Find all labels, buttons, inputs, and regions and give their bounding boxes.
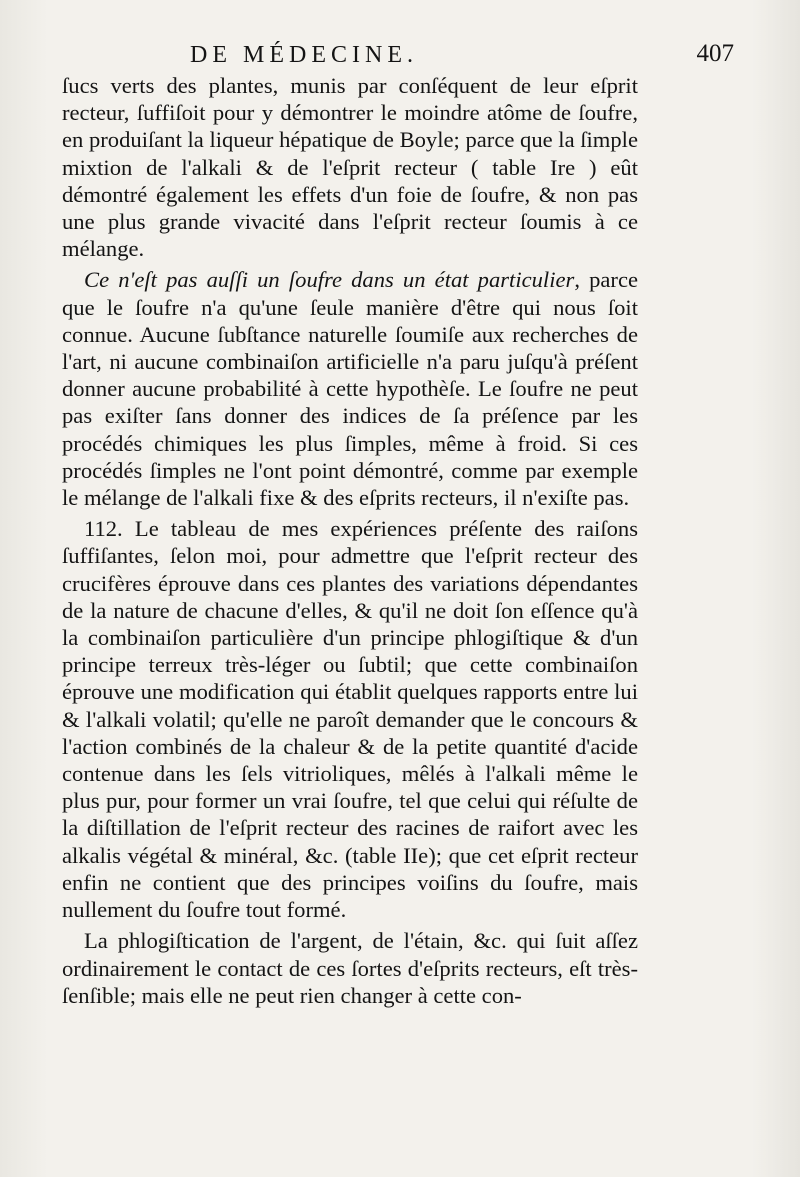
paragraph-1: ſucs verts des plantes, munis par conſéquent de leur eſprit recteur, ſuffiſoit pour y démontrer le moindre atôme de ſoufre, en produiſant la liqueur hépatique de Boyle; parce que la ſimple mixtion de l'alkali & de l'eſprit recteur ( table Ire ) eût démontré également les effets d'un foie de ſoufre, & non pas une plus grande vivacité dans l'eſprit recteur ſoumis à ce mélange. <box>62 73 638 262</box>
paragraph-2-italic-lead: Ce n'eſt pas auſſi un ſoufre dans un état particulier <box>84 267 575 293</box>
paragraph-4: La phlogiſtication de l'argent, de l'étain, &c. qui ſuit aſſez ordinairement le contact de ces ſortes d'eſprits recteurs, eſt très-ſenſible; mais elle ne peut rien changer à cette con- <box>62 928 638 1008</box>
page-number: 407 <box>696 40 734 67</box>
paragraph-2 <box>62 266 638 511</box>
running-title: DE MÉDECINE. <box>190 42 418 68</box>
paragraph-3: 112. Le tableau de mes expériences préſente des raiſons ſuffiſantes, ſelon moi, pour admettre que l'eſprit recteur des crucifères éprouve dans ces plantes des variations dépendantes de la nature de chacune d'elles, & qu'il ne doit ſon eſſence qu'à la combinaiſon particulière d'un principe phlogiſtique & d'un principe terreux très-léger ou ſubtil; que cette combinaiſon éprouve une modification qui établit quelques rapports entre lui & l'alkali volatil; qu'elle ne paroît demander que le concours & l'action combinés de la chaleur & de la petite quantité d'acide contenue dans les ſels vitrioliques, mêlés à l'alkali même le plus pur, pour former un vrai ſoufre, tel que celui qui réſulte de la diſtillation de l'eſprit recteur des racines de raifort avec les alkalis végétal & minéral, &c. (table IIe); que cet eſprit recteur enfin ne contient que des principes voiſins du ſoufre, mais nullement du ſoufre tout formé. <box>62 516 638 923</box>
body-text <box>62 72 638 1013</box>
paragraph-2-body: , parce que le ſoufre n'a qu'une ſeule manière d'être qui nous ſoit connue. Aucune ſubſtance naturelle ſoumiſe aux recherches de l'art, ni aucune combinaiſon artificielle n'a paru juſqu'à préſent donner aucune probabilité à cette hypothèſe. Le ſoufre ne peut pas exiſter ſans donner des indices de ſa préſence par les procédés chimiques les plus ſimples, même à froid. Si ces procédés ſimples ne l'ont point démontré, comme par exemple le mélange de l'alkali fixe & des eſprits recteurs, il n'exiſte pas. <box>62 267 638 511</box>
